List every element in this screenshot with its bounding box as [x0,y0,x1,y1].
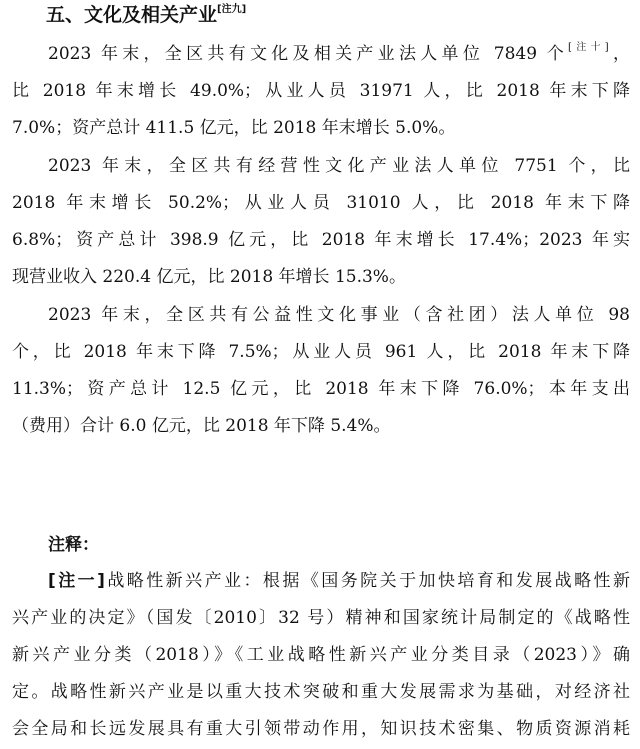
paragraph-public-culture [12,297,630,445]
paragraph-line [12,36,630,73]
line-text: 2023 年末，全区共有文化及相关产业法人单位 7849 个 [48,44,569,64]
paragraph-line: 11.3%；资产总计 12.5 亿元，比 2018 年末下降 76.0%；本年支出 [12,379,630,399]
section-title-note: [注九] [217,3,247,15]
paragraph-line: 兴产业的决定》（国发〔2010〕32 号）精神和国家统计局制定的《战略性 [12,608,630,628]
paragraph-line: 2023 年末，全区共有公益性文化事业（含社团）法人单位 98 [48,305,630,325]
footnote-ref: [注十] [568,42,609,54]
line-text: 战略性新兴产业：根据《国务院关于加快培育和发展战略性新 [104,571,630,591]
notes-title: 注释： [48,535,99,555]
section-heading [46,2,246,28]
paragraph-line: 个，比 2018 年末下降 7.5%；从业人员 961 人，比 2018 年末下降 [12,342,630,362]
paragraph-line: 比 2018 年末增长 49.0%；从业人员 31971 人，比 2018 年末下降 [12,81,630,101]
paragraph-line: 定。战略性新兴产业是以重大技术突破和重大发展需求为基础，对经济社 [12,682,630,702]
note-item [12,563,630,748]
paragraph-line: 7.0%；资产总计 411.5 亿元，比 2018 年末增长 5.0%。 [12,118,456,138]
paragraph-line: 新兴产业分类（2018）》《工业战略性新兴产业分类目录（2023）》确 [12,645,630,665]
paragraph-commercial-culture [12,148,630,296]
paragraph-line: 现营业收入 220.4 亿元，比 2018 年增长 15.3%。 [12,267,406,287]
paragraph-line: 6.8%；资产总计 398.9 亿元，比 2018 年末增长 17.4%；2023 年实 [12,230,630,250]
line-text-tail: ， [608,44,630,64]
paragraph-line: 2018 年末增长 50.2%；从业人员 31010 人，比 2018 年末下降 [12,193,630,213]
note-tag: [注一] [48,571,105,591]
paragraph-line: （费用）合计 6.0 亿元，比 2018 年下降 5.4%。 [12,416,391,436]
paragraph-line: 会全局和长远发展具有重大引领带动作用，知识技术密集、物质资源消耗 [12,719,630,739]
paragraph-line: 2023 年末，全区共有经营性文化产业法人单位 7751 个，比 [48,156,630,176]
section-title: 五、文化及相关产业 [46,4,218,26]
paragraph-line [12,563,630,600]
paragraph-culture-total [12,36,630,147]
